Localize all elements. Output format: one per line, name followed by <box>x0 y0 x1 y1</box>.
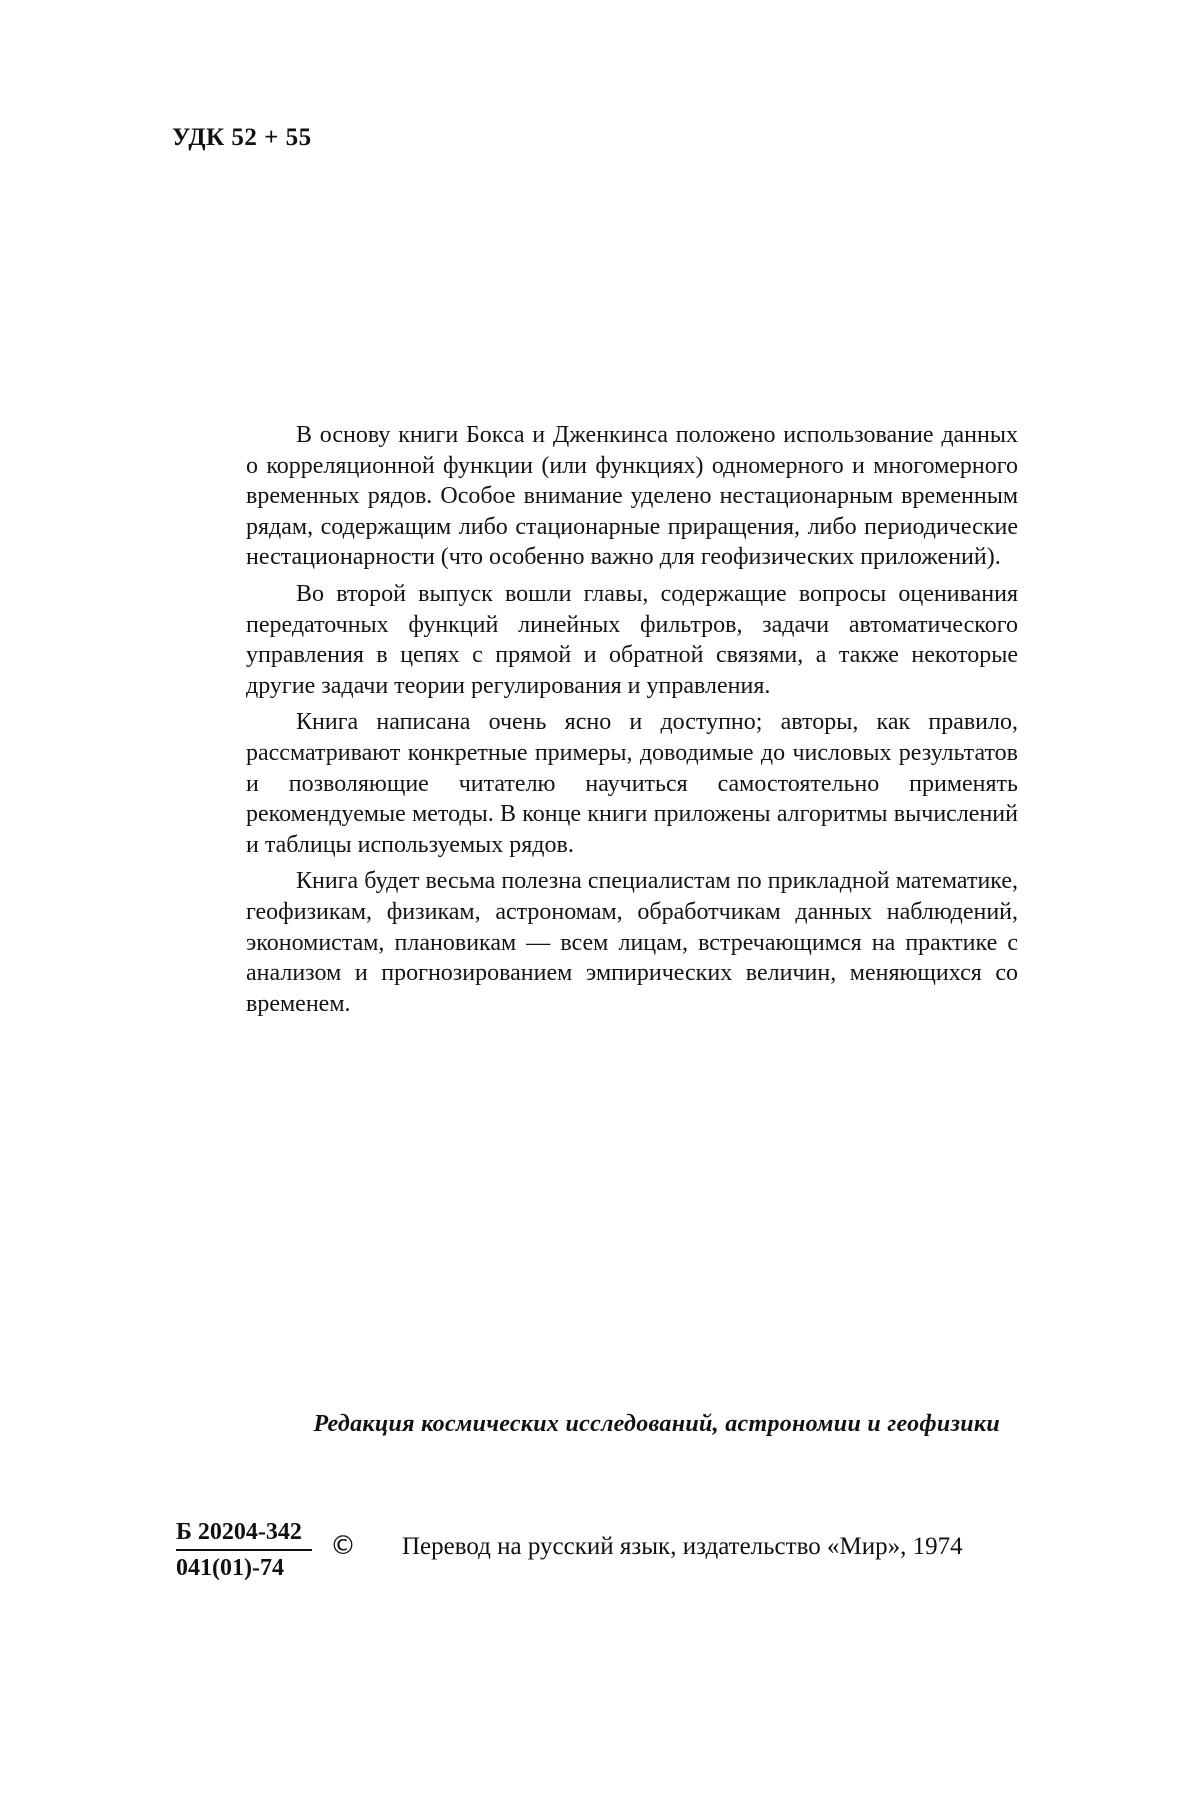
catalog-index-bottom: 041(01)-74 <box>176 1555 284 1581</box>
udk-code: УДК 52 + 55 <box>172 124 312 151</box>
editorial-office: Редакция космических исследований, астрономии и геофизики <box>313 1411 1000 1437</box>
annotation-paragraph: Во второй выпуск вошли главы, содержащие вопросы оценивания передаточных функций линейных фильтров, задачи автоматического управления в цепях с прямой и обратной связями, а также некоторые другие задачи теории регулирования и управления. <box>246 580 1018 699</box>
catalog-index-top: Б 20204-342 <box>176 1517 312 1551</box>
annotation-paragraph: Книга будет весьма полезна специалистам по прикладной математике, геофизикам, физикам, астрономам, обработчикам данных наблюдений, экономистам, плановикам — всем лицам, встречающимся на практике с анализом и прогнозированием эмпирических величин, меняющихся со временем. <box>246 868 1018 1017</box>
copyright-icon: © <box>330 1531 356 1561</box>
annotation-paragraph: Книга написана очень ясно и доступно; авторы, как правило, рассматривают конкретные примеры, доводимые до числовых результатов и позволяющие читателю научиться самостоятельно применять рекомендуемые методы. В конце книги приложены алгоритмы вычислений и таблицы используемых рядов. <box>246 709 1018 858</box>
annotation <box>246 420 1018 1025</box>
catalog-index <box>176 1517 312 1583</box>
annotation-paragraph: В основу книги Бокса и Дженкинса положено использование данных о корреляционной функции (или функциях) одномерного и многомерного временных рядов. Особое внимание уделено нестационарным временным рядам, содержащим либо стационарные приращения, либо периодические нестационарности (что особенно важно для геофизических приложений). <box>246 422 1018 571</box>
copyright-notice: Перевод на русский язык, издательство «Мир», 1974 <box>402 1533 963 1560</box>
